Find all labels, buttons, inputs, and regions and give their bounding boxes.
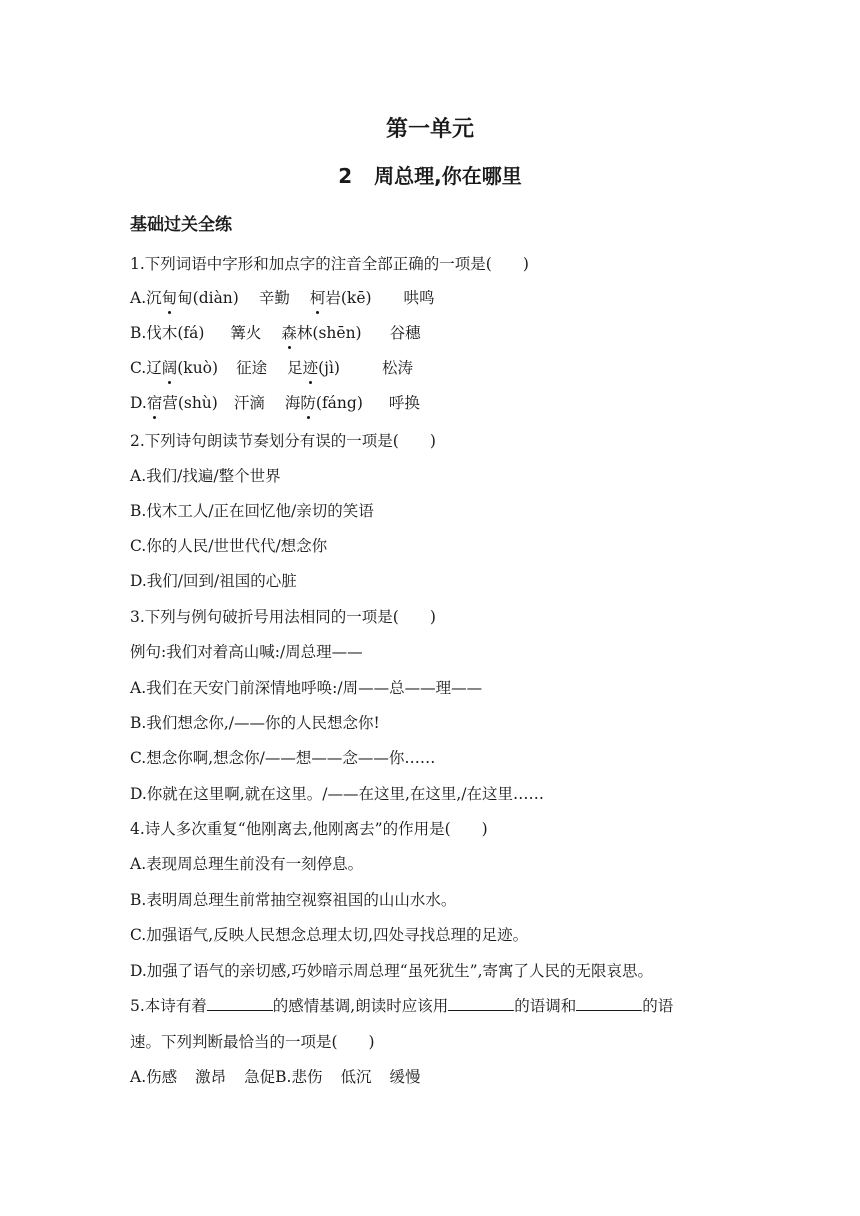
q1-c-text: (jì) (318, 359, 340, 377)
lesson-number: 2 (338, 164, 353, 188)
q2-option-d: D.我们/回到/祖国的心脏 (130, 572, 297, 590)
q5-stem-line2: 速。下列判断最恰当的一项是( ) (130, 1033, 375, 1051)
q1-d-text: 汗滴 (233, 394, 265, 412)
q1-d-dotted-char: 防 (300, 394, 316, 412)
q1-option-d (130, 392, 420, 414)
unit-title: 第一单元 (385, 117, 474, 142)
q5-option-text: A.伤感 (130, 1068, 178, 1086)
q5-stem-text: 的语 (642, 997, 674, 1015)
lesson-title (0, 160, 860, 189)
q5-stem-text: 5.本诗有着 (130, 997, 207, 1015)
q5-option-text: 低沉 (340, 1068, 372, 1086)
q2-stem: 2.下列诗句朗读节奏划分有误的一项是( ) (130, 432, 436, 450)
answer-blank (207, 996, 273, 1011)
q2-option-c: C.你的人民/世世代代/想念你 (130, 537, 328, 555)
q1-b-text: 篝火 (230, 324, 262, 342)
q5-option-text: B.悲伤 (275, 1068, 323, 1086)
q5-options-ab (130, 1066, 421, 1088)
q1-stem: 1.下列词语中字形和加点字的注音全部正确的一项是( ) (130, 255, 529, 273)
q1-option-a (130, 287, 435, 309)
q1-b-text: B.伐木(fá) (130, 324, 205, 342)
q1-a-text: 岩(kē) (325, 289, 372, 307)
q1-a-dotted-char: 甸 (161, 289, 178, 307)
q1-c-text: (kuò) (177, 359, 219, 377)
q1-c-text: C.辽 (130, 359, 162, 377)
answer-blank (576, 996, 642, 1011)
q1-option-b (130, 322, 421, 344)
q3-option-a: A.我们在天安门前深情地呼唤:/周——总——理—— (130, 679, 483, 697)
q4-stem: 4.诗人多次重复“他刚离去,他刚离去”的作用是( ) (130, 820, 488, 838)
q1-d-text: (fáng) (315, 394, 363, 412)
q3-option-b: B.我们想念你,/——你的人民想念你! (130, 714, 380, 732)
q1-d-text: 海 (284, 394, 301, 412)
q1-b-dotted-char: 森 (281, 324, 297, 342)
q1-b-text: 谷穗 (389, 324, 421, 342)
q1-d-text: 营(shù) (162, 394, 218, 412)
answer-blank (448, 996, 514, 1011)
q3-stem: 3.下列与例句破折号用法相同的一项是( ) (130, 608, 436, 626)
q3-example: 例句:我们对着高山喊:/周总理—— (130, 643, 363, 661)
q2-option-b: B.伐木工人/正在回忆他/亲切的笑语 (130, 502, 374, 520)
q1-c-text: 征途 (236, 359, 268, 377)
q1-a-dotted-char: 柯 (309, 289, 326, 307)
q4-option-c: C.加强语气,反映人民想念总理太切,四处寻找总理的足迹。 (130, 926, 529, 944)
q1-a-text: A.沉 (130, 289, 162, 307)
lesson-name: 周总理,你在哪里 (374, 164, 522, 188)
q1-b-text: 林(shēn) (296, 324, 362, 342)
q1-a-text: 辛勤 (258, 289, 290, 307)
q5-stem-text: 的语调和 (514, 997, 577, 1015)
q5-option-text: 缓慢 (389, 1068, 421, 1086)
section-title: 基础过关全练 (130, 215, 232, 235)
q5-stem (130, 995, 673, 1017)
q4-option-a: A.表现周总理生前没有一刻停息。 (130, 855, 364, 873)
q1-c-text: 足 (287, 359, 303, 377)
q1-d-dotted-char: 宿 (146, 394, 163, 412)
q1-a-text: 哄鸣 (403, 289, 435, 307)
q5-option-text: 激昂 (195, 1068, 227, 1086)
q4-option-d: D.加强了语气的亲切感,巧妙暗示周总理“虽死犹生”,寄寓了人民的无限哀思。 (130, 962, 654, 980)
q1-c-dotted-char: 阔 (161, 359, 178, 377)
q2-option-a: A.我们/找遍/整个世界 (130, 467, 281, 485)
q5-option-text: 急促 (244, 1068, 276, 1086)
q1-a-text: 甸(diàn) (177, 289, 239, 307)
q1-c-dotted-char: 迹 (302, 359, 319, 377)
q3-option-c: C.想念你啊,想念你/——想——念——你…… (130, 749, 436, 767)
q5-stem-text: 的感情基调,朗读时应该用 (272, 997, 449, 1015)
q1-c-text: 松涛 (381, 359, 413, 377)
q1-option-c (130, 357, 413, 379)
q1-d-text: D. (130, 394, 147, 412)
q3-option-d: D.你就在这里啊,就在这里。/——在这里,在这里,/在这里…… (130, 785, 545, 803)
q4-option-b: B.表明周总理生前常抽空视察祖国的山山水水。 (130, 891, 457, 909)
q1-d-text: 呼换 (388, 394, 420, 412)
